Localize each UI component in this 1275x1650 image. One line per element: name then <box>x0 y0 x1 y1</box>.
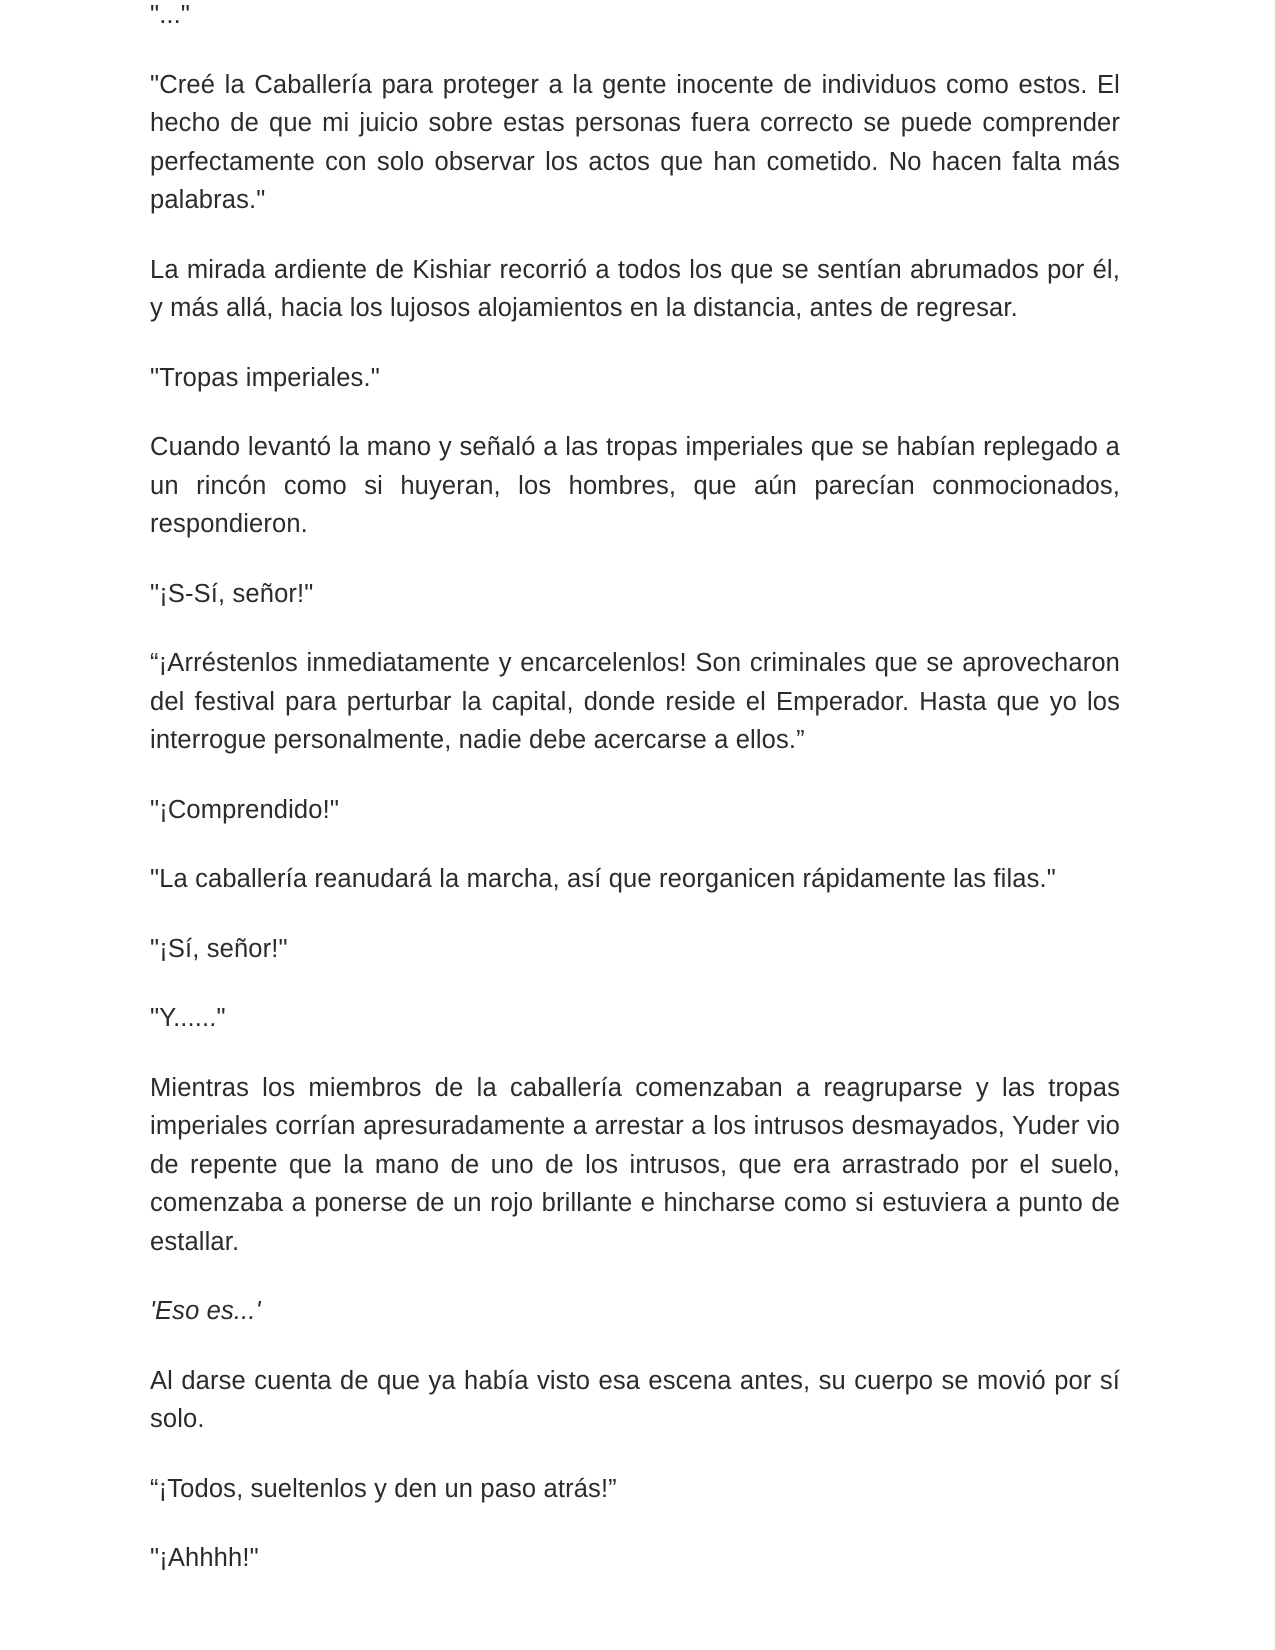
paragraph: "Creé la Caballería para proteger a la gente inocente de individuos como estos. El hecho de que mi juicio sobre estas personas fuera correcto se puede comprender perfectamente con solo observar los actos que han cometido. No hacen falta más palabras." <box>150 70 1120 214</box>
paragraph: "¡Sí, señor!" <box>150 934 288 963</box>
paragraph: "..." <box>150 1 191 29</box>
paragraph: La mirada ardiente de Kishiar recorrió a todos los que se sentían abrumados por él, y más allá, hacia los lujosos alojamientos en la distancia, antes de regresar. <box>150 255 1120 322</box>
paragraph: "Tropas imperiales." <box>150 363 380 392</box>
paragraph: "¡S-Sí, señor!" <box>150 579 314 608</box>
paragraph: "¡Ahhhh!" <box>150 1544 259 1572</box>
paragraph: “¡Arréstenlos inmediatamente y encarcelenlos! Son criminales que se aprovecharon del festival para perturbar la capital, donde reside el Emperador. Hasta que yo los interrogue personalmente, nadie debe acercarse a ellos.” <box>150 649 1120 754</box>
document-page <box>150 0 1120 1609</box>
paragraph: Cuando levantó la mano y señaló a las tropas imperiales que se habían replegado a un rincón como si huyeran, los hombres, que aún parecían conmocionados, respondieron. <box>150 433 1120 538</box>
paragraph: "¡Comprendido!" <box>150 795 340 824</box>
paragraph: “¡Todos, sueltenlos y den un paso atrás!” <box>150 1474 617 1503</box>
paragraph: Mientras los miembros de la caballería comenzaban a reagruparse y las tropas imperiales corrían apresuradamente a arrestar a los intrusos desmayados, Yuder vio de repente que la mano de uno de los intrusos, que era arrastrado por el suelo, comenzaba a ponerse de un rojo brillante e hincharse como si estuviera a punto de estallar. <box>150 1073 1120 1256</box>
paragraph: "La caballería reanudará la marcha, así que reorganicen rápidamente las filas." <box>150 865 1056 893</box>
italic-thought-paragraph: 'Eso es...' <box>150 1297 261 1325</box>
paragraph: Al darse cuenta de que ya había visto esa escena antes, su cuerpo se movió por sí solo. <box>150 1366 1120 1433</box>
paragraph: "Y......" <box>150 1004 226 1032</box>
